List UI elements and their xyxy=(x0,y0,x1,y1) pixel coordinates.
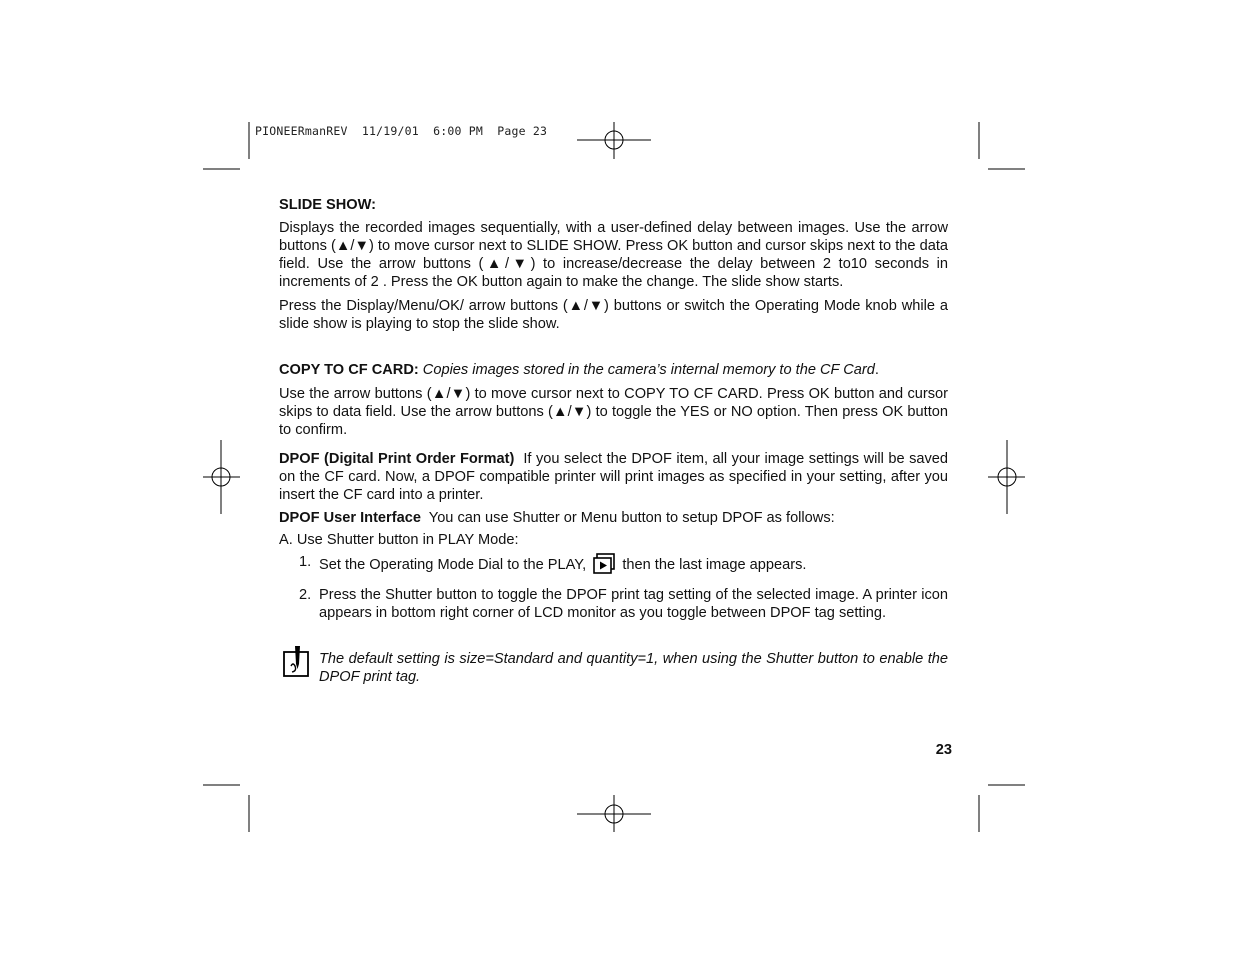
step-number: 1. xyxy=(299,554,312,570)
dpof-paragraph xyxy=(279,450,948,504)
dpof-ui-subheading: A. Use Shutter button in PLAY Mode: xyxy=(279,532,519,548)
copy-to-cf-title-line xyxy=(279,361,948,379)
dpof-ui-paragraph xyxy=(279,509,948,527)
dpof-ui-text: You can use Shutter or Menu button to setup DPOF as follows: xyxy=(428,510,835,526)
copy-to-cf-period: . xyxy=(874,362,879,378)
copy-to-cf-desc: Copies images stored in the camera’s internal memory to the CF Card xyxy=(422,362,875,378)
page-number: 23 xyxy=(935,742,952,758)
slide-show-heading: SLIDE SHOW: xyxy=(279,197,377,213)
step-text: Press the Shutter button to toggle the DPOF print tag setting of the selected image. A printer icon appears in bottom right corner of LCD monitor as you toggle between DPOF tag setting. xyxy=(319,587,948,621)
page-body xyxy=(279,196,948,686)
dpof-steps-list xyxy=(279,553,948,622)
step-text: Set the Operating Mode Dial to the PLAY, xyxy=(319,557,587,573)
slide-show-description: Displays the recorded images sequentially, with a user-defined delay between images. Use the arrow buttons (▲/▼) to move cursor next to SLIDE SHOW. Press OK button and cursor skips next to the data field. Use the arrow buttons (▲/▼) to increase/decrease the delay between 2 to10 seconds in increments of 2 . Press the OK button again to make the change. The slide show starts. xyxy=(279,220,948,290)
slide-show-stop-info: Press the Display/Menu/OK/ arrow buttons (▲/▼) buttons or switch the Operating Mode knob while a slide show is playing to stop the slide show. xyxy=(279,298,948,332)
copy-to-cf-instructions: Use the arrow buttons (▲/▼) to move cursor next to COPY TO CF CARD. Press OK button and cursor skips to data field. Use the arrow buttons (▲/▼) to toggle the YES or NO option. Then press OK button to confirm. xyxy=(279,386,948,438)
step-text-continued: then the last image appears. xyxy=(622,557,807,573)
note-block xyxy=(279,650,948,686)
copy-to-cf-heading: COPY TO CF CARD: xyxy=(279,362,419,378)
note-pencil-icon xyxy=(281,644,311,683)
step-number: 2. xyxy=(299,587,312,603)
list-item xyxy=(279,586,948,622)
note-text: The default setting is size=Standard and quantity=1, when using the Shutter button to enable the DPOF print tag. xyxy=(319,651,948,685)
dpof-heading: DPOF (Digital Print Order Format) xyxy=(279,451,515,467)
print-slug: PIONEERmanREV 11/19/01 6:00 PM Page 23 xyxy=(255,124,548,138)
dpof-text: If you select the DPOF item, all your image settings will be saved on the CF card. Now, a DPOF compatible printer will print images as specified in your setting, after you insert the CF card into a printer. xyxy=(279,451,949,503)
dpof-ui-heading: DPOF User Interface xyxy=(279,510,421,526)
list-item xyxy=(279,553,948,580)
play-mode-icon xyxy=(592,553,616,580)
